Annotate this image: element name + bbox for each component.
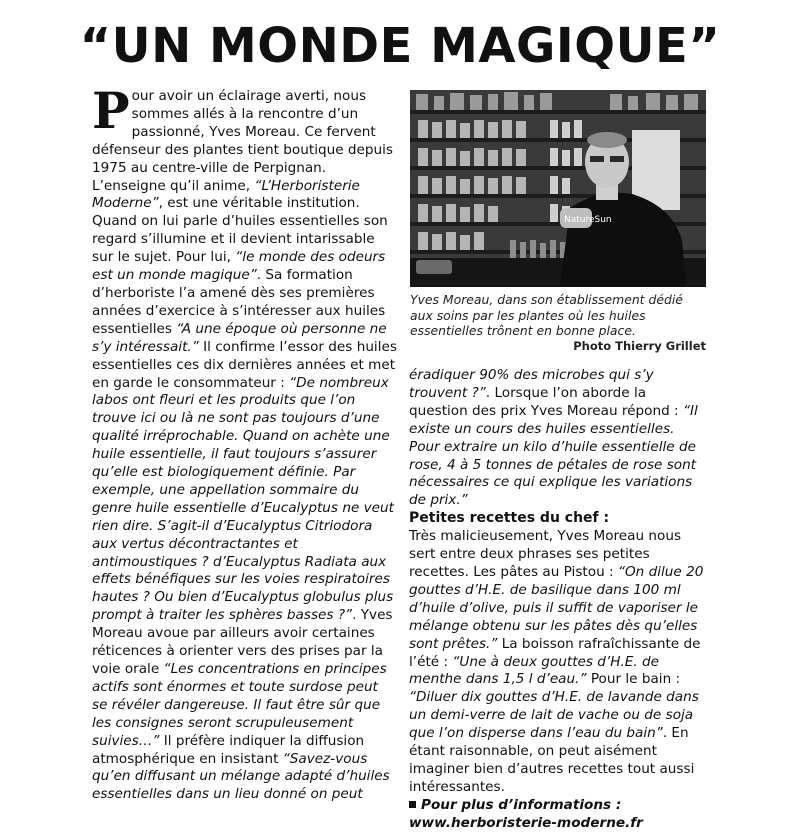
paragraph-text: Pour le bain : xyxy=(586,671,681,688)
photo-caption: Yves Moreau, dans son établissement dédié aux soins par les plantes où les huiles essentielles trônent en bonne place. xyxy=(410,292,683,338)
photo-credit: Photo Thierry Grillet xyxy=(573,338,706,353)
article-right-column xyxy=(409,367,709,833)
paragraph-text: La boisson rafraîchissante de l’été : xyxy=(409,635,701,670)
quote-text: “le monde des odeurs est un monde magique” xyxy=(92,249,386,284)
info-line xyxy=(409,797,709,815)
paragraph-text: . Lorsque l’on aborde la question des prix Yves Moreau répond : xyxy=(409,384,683,419)
paragraph-text: Il confirme l’essor des huiles essentielles ces dix dernières années et met en garde le consommateur : xyxy=(92,338,397,391)
quote-text: “A une époque où personne ne s’y intéressait.” xyxy=(92,320,387,355)
article-left-column xyxy=(92,81,397,804)
paragraph-text: Très malicieusement, Yves Moreau nous sert entre deux phrases ses petites recettes. Les pâtes au Pistou : xyxy=(409,528,682,580)
quote-text: “Les concentrations en principes actifs sont énormes et toute surdose peut se révéler dangereuse. Il faut être sûr que les consignes seront scrupuleusement suivies…” xyxy=(92,661,387,749)
paragraph-text: . Yves Moreau avoue par ailleurs avoir certaines réticences à orienter vers des prises par la voie orale xyxy=(92,607,393,677)
website-link[interactable]: www.herboristerie-moderne.fr xyxy=(409,814,643,831)
quote-text: “Il existe un cours des huiles essentielles. Pour extraire un kilo d’huile essentielle de rose, 4 à 5 tonnes de pétales de rose sont nécessaires ce qui explique les variations de prix.” xyxy=(409,402,698,509)
paragraph-text: Il préfère indiquer la diffusion atmosphérique en insistant xyxy=(92,732,365,767)
quote-text: “De nombreux labos ont fleuri et les produits que l’on trouve ici ou là ne sont pas toujours d’une qualité irréprochable. Quand on achète une huile essentielle, il faut toujours s’assurer qu’elle est biologiquement définie. Par exemple, une appellation sommaire du genre huile essentielle d’Eucalyptus ne veut rien dire. S’agit-il d’Eucalyptus Citriodora aux vertus décontractantes et antimoustiques ? d’Eucalyptus Radiata aux effets bénéfiques sur les voies respiratoires hautes ? Ou bien d’Eucalyptus globulus plus prompt à traiter les sphères basses ?” xyxy=(92,374,394,624)
info-label: Pour plus d’informations : xyxy=(421,796,622,813)
paragraph-text: , est une véritable institution. Quand on lui parle d’huiles essentielles son regard s’illumine et il devient intarissable sur le sujet. Pour lui, xyxy=(92,195,388,266)
paragraph-text: . En étant raisonnable, on peut aisément imaginer bien d’autres recettes tout aussi intéressantes. xyxy=(409,725,695,795)
shop-photo xyxy=(410,90,706,287)
shop-sign-text: NatureSun xyxy=(564,215,612,225)
quote-text: “Diluer dix gouttes d’H.E. de lavande dans un demi-verre de lait de vache ou de soja que l’on disperse dans l’eau du bain” xyxy=(409,689,699,742)
article-title: “UN MONDE MAGIQUE” xyxy=(79,18,721,74)
square-bullet-icon xyxy=(409,801,416,808)
paragraph-text: . Sa formation d’herboriste l’a amené dès ses premières années d’exercice à s’intéresser aux huiles essentielles xyxy=(92,267,386,337)
quote-text: “Une à deux gouttes d’H.E. de menthe dans 1,5 l d’eau.” xyxy=(409,653,660,688)
shop-photo-image xyxy=(410,90,706,287)
quote-text: éradiquer 90% des microbes qui s’y trouvent ?” xyxy=(409,367,654,401)
drop-cap: P xyxy=(92,81,130,140)
shop-name: “L’Herboristerie Moderne” xyxy=(92,177,360,212)
photo-caption-block xyxy=(410,292,706,354)
quote-text: “On dilue 20 gouttes d’H.E. de basilique dans 100 ml d’huile d’olive, puis il suffit de vaporiser le mélange obtenu sur les pâtes dès qu’elles sont prêtes.” xyxy=(409,563,704,652)
section-heading: Petites recettes du chef : xyxy=(409,510,610,527)
quote-text: “Savez-vous qu’en diffusant un mélange adapté d’huiles essentielles dans un lieu donné on peut xyxy=(92,750,390,803)
paragraph-text: our avoir un éclairage averti, nous sommes allés à la rencontre d’un passionné, Yves Moreau. Ce fervent défenseur des plantes tient boutique depuis 1975 au centre-ville de Perpignan. L’enseigne qu’il anime, xyxy=(92,88,394,194)
